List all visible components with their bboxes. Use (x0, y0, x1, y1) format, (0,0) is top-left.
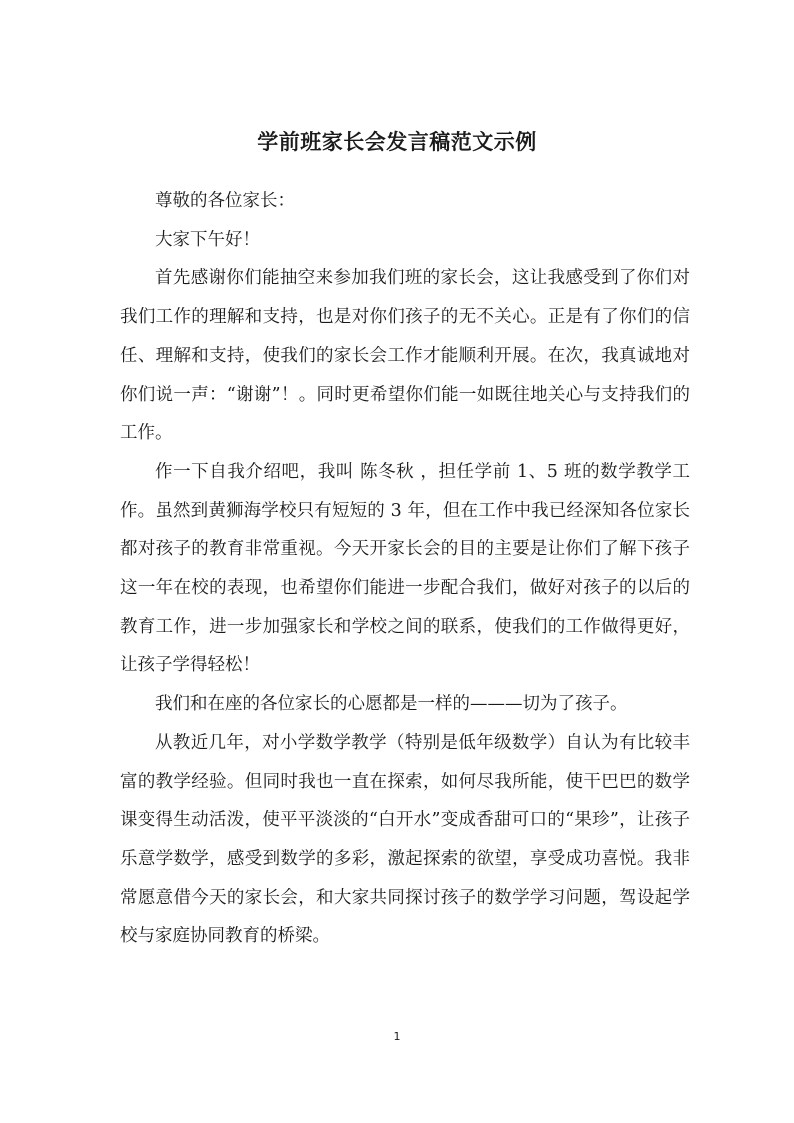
introduction-paragraph: 作一下自我介绍吧，我叫 陈冬秋 ，担任学前 1、5 班的数学教学工作。虽然到黄狮海学校只有短短的 3 年，但在工作中我已经深知各位家长都对孩子的教育非常重视。今天开家长会的目的主要是让你们了解下孩子这一年在校的表现，也希望你们能进一步配合我们，做好对孩子的以后的教育工作，进一步加强家长和学校之间的联系，使我们的工作做得更好，让孩子学得轻松！ (120, 461, 690, 676)
shared-wish-paragraph: 我们和在座的各位家长的心愿都是一样的———切为了孩子。 (155, 694, 628, 715)
salutation-paragraph: 尊敬的各位家长： (155, 191, 295, 211)
document-title: 学前班家长会发言稿范文示例 (257, 130, 537, 154)
greeting-paragraph: 大家下午好！ (155, 229, 260, 250)
teaching-experience-paragraph: 从教近几年，对小学数学教学（特别是低年级数学）自认为有比较丰富的教学经验。但同时我也一直在探索，如何尽我所能，使干巴巴的数学课变得生动活泼，使平平淡淡的“白开水”变成香甜可口的“果珍”，让孩子乐意学数学，感受到数学的多彩，激起探索的欲望，享受成功喜悦。我非常愿意借今天的家长会，和大家共同探讨孩子的数学学习问题，驾设起学校与家庭协同教育的桥梁。 (120, 732, 690, 947)
document-body (120, 182, 690, 956)
page-number: 1 (393, 1030, 401, 1043)
thanks-paragraph: 首先感谢你们能抽空来参加我们班的家长会，这让我感受到了你们对我们工作的理解和支持，也是对你们孩子的无不关心。正是有了你们的信任、理解和支持，使我们的家长会工作才能顺利开展。在次，我真诚地对你们说一声：“谢谢”！。同时更希望你们能一如既往地关心与支持我们的工作。 (120, 268, 690, 444)
